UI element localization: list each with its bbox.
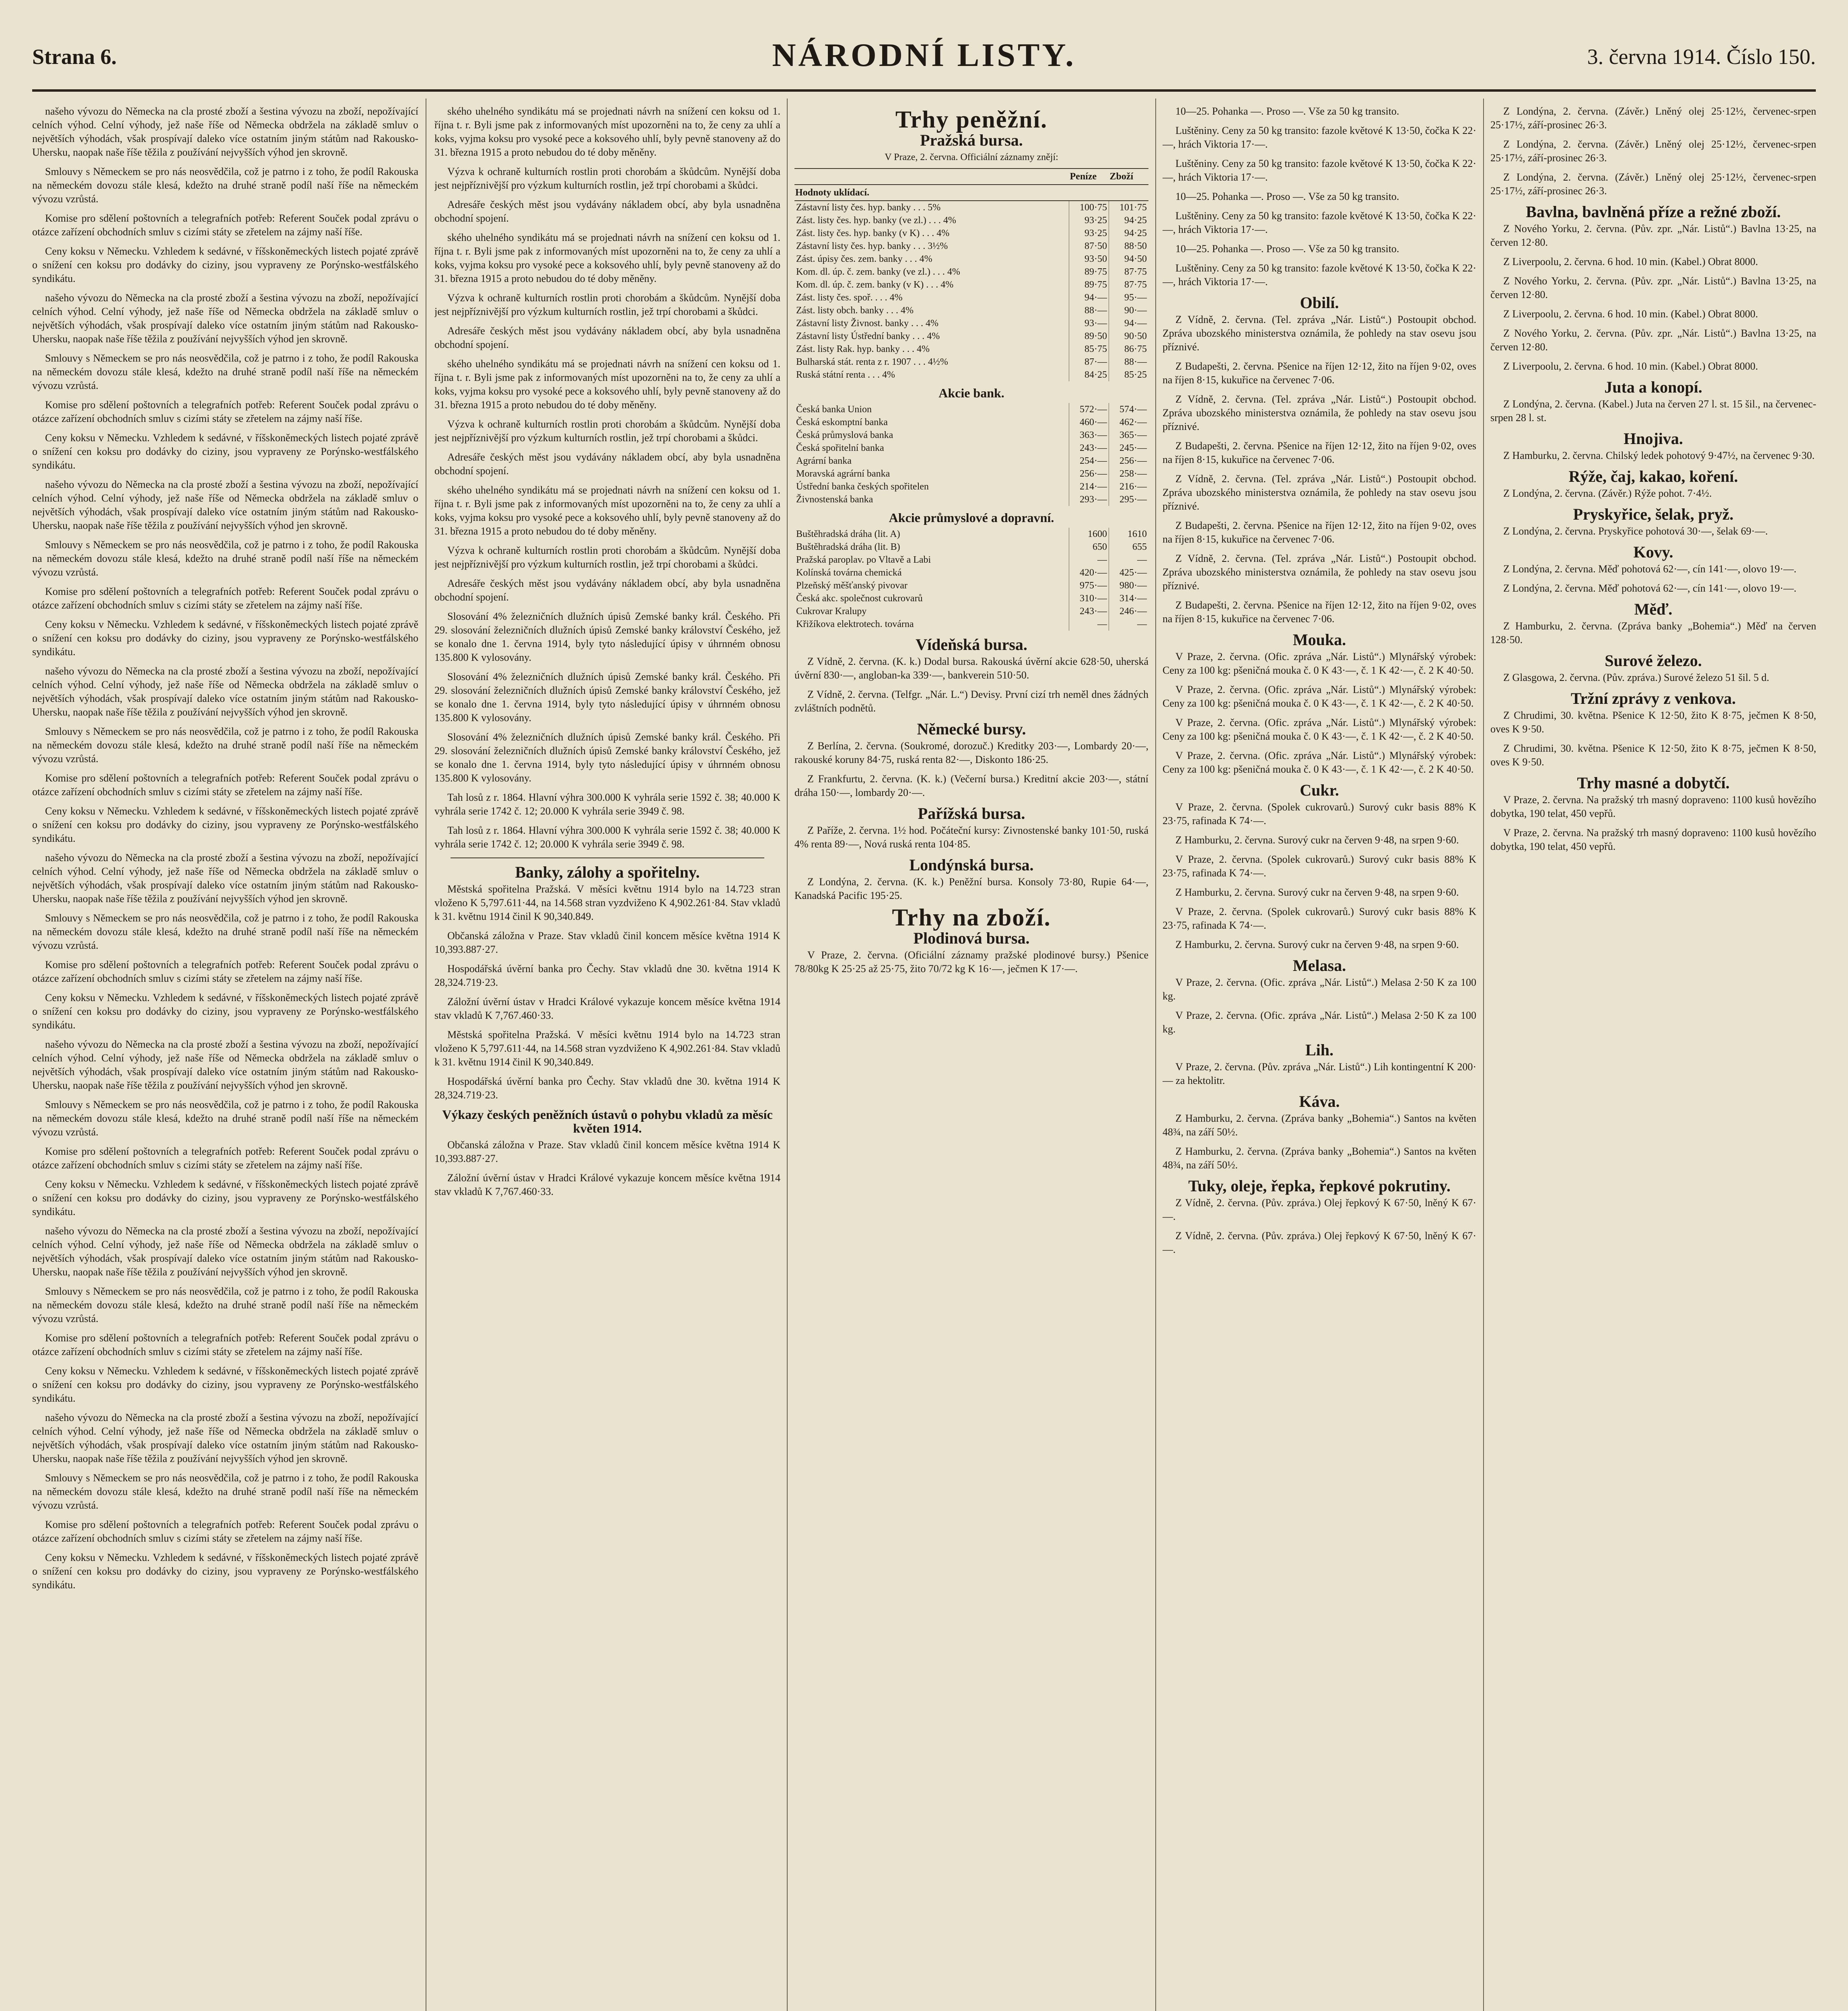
- commodity-heading: Lih.: [1305, 1041, 1334, 1059]
- commodity-heading: Bavlna, bavlněná příze a režné zboží.: [1526, 203, 1781, 221]
- market-report: Z Londýna, 2. června. Měď pohotová 62·—, cín 141·—, olovo 19·—.: [1503, 582, 1797, 594]
- market-report: Z Hamburku, 2. června. (Zpráva banky „Bohemia“.) Santos na květen 48¾, na září 50½.: [1163, 1145, 1476, 1171]
- market-report: Z Vídně, 2. června. (Tel. zpráva „Nár. Listů“.) Postoupit obchod. Zpráva ubozského ministerstva oznámila, že pohledy na stav osevu jsou příznivé.: [1163, 314, 1476, 353]
- article-paragraph: Komise pro sdělení poštovních a telegrafních potřeb: Referent Souček podal zprávu o otázce zařízení obchodních smluv s cizími státy se zřetelem na zájmy naší říše.: [32, 399, 418, 424]
- rate-row: [794, 493, 1148, 506]
- bank-report: Občanská záložna v Praze. Stav vkladů činil koncem měsíce května 1914 K 10,393.887·27.: [434, 930, 780, 955]
- security-name: Česká banka Union: [796, 404, 872, 415]
- market-report: Z Budapešti, 2. června. Pšenice na říjen 12·12, žito na říjen 9·02, oves na říjen 8·15, kukuřice na červenec 7·06.: [1163, 599, 1476, 625]
- ask-price: 258·—: [1109, 467, 1149, 480]
- bank-report: Občanská záložna v Praze. Stav vkladů činil koncem měsíce května 1914 K 10,393.887·27.: [434, 1139, 780, 1164]
- security-name: Buštěhradská dráha (lit. A): [796, 529, 900, 539]
- security-name: Kom. dl. úp. č. zem. banky (ve zl.) . . . 4%: [796, 267, 960, 277]
- market-report: Z Hamburku, 2. června. Surový cukr na červen 9·48, na srpen 9·60.: [1175, 834, 1459, 846]
- bid-price: 93·25: [1069, 227, 1109, 240]
- article-paragraph: našeho vývozu do Německa na cla prosté zboží a šestina vývozu na zboží, nepožívající celních výhod. Celní výhody, jež naše říše od Německa obdržela na základě smluv o největších výhodách, však prospívají daleko více ostatním jiným státům nad Rakousko-Uhersku, naopak naše říše těžila z používání nejvyšších výhod jen skrovně.: [32, 1412, 418, 1464]
- commodity-heading: Tržní zprávy z venkova.: [1570, 689, 1736, 707]
- masthead-rule: [32, 89, 1816, 92]
- section-heading-vykazy: Výkazy českých peněžních ústavů o pohybu vkladů za měsíc květen 1914.: [442, 1107, 773, 1135]
- ask-price: 94·50: [1109, 253, 1149, 265]
- commodity-heading: Pryskyřice, šelak, pryž.: [1573, 505, 1734, 523]
- security-name: Ústřední banka českých spořitelen: [796, 481, 929, 492]
- security-name: Moravská agrární banka: [796, 469, 890, 479]
- column-1: [32, 105, 418, 2011]
- bank-report: Městská spořitelna Pražská. V měsíci květnu 1914 bylo na 14.723 stran vloženo K 5,797.611·44, na 14.568 stran vyzdviženo K 4,902.261·84. Stav vkladů k 31. květnu 1914 činil K 90,340.849.: [434, 883, 780, 922]
- market-report: Z Budapešti, 2. června. Pšenice na říjen 12·12, žito na říjen 9·02, oves na říjen 8·15, kukuřice na červenec 7·06.: [1163, 440, 1476, 465]
- article-paragraph: Ceny koksu v Německu. Vzhledem k sedávné, v říšskoněmeckých listech pojaté zprávě o snížení cen koksu pro dodávky do ciziny, jsou vypraveny ze Porýnsko-westfálského syndikátu.: [32, 245, 418, 284]
- ask-price: 85·25: [1109, 368, 1149, 381]
- bank-report: Záložní úvěrní ústav v Hradci Králové vykazuje koncem měsíce května 1914 stav vkladů K 7,767.460·33.: [434, 996, 780, 1021]
- ask-price: 295·—: [1109, 493, 1149, 506]
- rate-row: [794, 592, 1148, 605]
- rate-row: [794, 227, 1148, 240]
- bursa-title: Pařížská bursa.: [918, 804, 1025, 822]
- article-paragraph: Ceny koksu v Německu. Vzhledem k sedávné, v říšskoněmeckých listech pojaté zprávě o snížení cen koksu pro dodávky do ciziny, jsou vypraveny ze Porýnsko-westfálského syndikátu.: [32, 805, 418, 844]
- column-rule: [1155, 99, 1156, 2011]
- column-3-financial-markets: [794, 105, 1148, 2011]
- security-name: Zást. listy Rak. hyp. banky . . . 4%: [796, 344, 930, 354]
- market-report: Z Berlína, 2. června. (Soukromé, dorozuč.) Kreditky 203·—, Lombardy 20·—, rakouské koruny 84·75, ruská renta 82·—, Diskonto 186·25.: [794, 740, 1148, 765]
- market-report: Z Chrudimi, 30. května. Pšenice K 12·50, žito K 8·75, ječmen K 8·50, oves K 9·50.: [1490, 742, 1816, 768]
- market-report: Z Nového Yorku, 2. června. (Pův. zpr. „Nár. Listů“.) Bavlna 13·25, na červen 12·80.: [1490, 223, 1816, 248]
- bid-price: 87·—: [1069, 356, 1109, 368]
- article-paragraph: Slosování 4% železničních dlužních úpisů Zemské banky král. Českého. Při 29. slosování železničních dlužních úpisů Zemské banky království Českého, jež se konalo dne 1. června 1914, byly tyto následující úpisy v úhrnném obnosu 135.800 K vylosovány.: [434, 671, 780, 724]
- bid-price: —: [1069, 618, 1109, 631]
- article-paragraph: Výzva k ochraně kulturních rostlin proti chorobám a škůdcům. Nynější doba jest nejpříznivější pro výzkum kulturních rostlin, jež trpí chorobami a škůdci.: [434, 166, 780, 191]
- article-paragraph: Komise pro sdělení poštovních a telegrafních potřeb: Referent Souček podal zprávu o otázce zařízení obchodních smluv s cizími státy se zřetelem na zájmy naší říše.: [32, 586, 418, 611]
- article-paragraph: ského uhelného syndikátu má se projednati návrh na snížení cen koksu od 1. října t. r. Byli jsme pak z informovaných míst upozorněni na to, že ceny za uhlí a koks, vyjma koksu pro vysoké pece a koksového uhlí, byly pevně stanoveny až do 31. března 1915 a proto nebudou do té doby měněny.: [434, 358, 780, 411]
- market-report: V Praze, 2. června. (Oficiální záznamy pražské plodinové bursy.) Pšenice 78/80kg K 25·25 až 25·75, žito 70/72 kg K 16·—, ječmen K 17·—.: [794, 949, 1148, 975]
- rate-row: [794, 368, 1148, 381]
- rate-row: [794, 201, 1148, 214]
- market-report: Luštěniny. Ceny za 50 kg transito: fazole květové K 13·50, čočka K 22·—, hrách Viktoria 17·—.: [1163, 210, 1476, 235]
- rates-table-hodnoty: [794, 168, 1148, 381]
- rate-row: [794, 278, 1148, 291]
- market-report: Z Frankfurtu, 2. června. (K. k.) (Večerní bursa.) Kreditní akcie 203·—, státní dráha 150·—, lombardy 20·—.: [794, 773, 1148, 798]
- security-name: Zást. úpisy čes. zem. banky . . . 4%: [796, 254, 932, 264]
- rate-row: [794, 253, 1148, 265]
- market-report: V Praze, 2. června. (Spolek cukrovarů.) Surový cukr basis 88% K 23·75, rafinada K 74·—.: [1163, 801, 1476, 827]
- bid-price: 975·—: [1069, 579, 1109, 592]
- security-name: Zástavní listy čes. hyp. banky . . . 3½%: [796, 241, 948, 251]
- section-title-trhy-penezni: Trhy peněžní.: [895, 106, 1048, 133]
- article-paragraph: Adresáře českých měst jsou vydávány nákladem obcí, aby byla usnadněna obchodní spojení.: [434, 199, 780, 224]
- commodity-heading: Obilí.: [1300, 294, 1339, 312]
- bid-price: 650: [1069, 541, 1109, 553]
- bid-price: 93·—: [1069, 317, 1109, 330]
- article-paragraph: Ceny koksu v Německu. Vzhledem k sedávné, v říšskoněmeckých listech pojaté zprávě o snížení cen koksu pro dodávky do ciziny, jsou vypraveny ze Porýnsko-westfálského syndikátu.: [32, 619, 418, 658]
- commodity-heading: Trhy masné a dobytčí.: [1577, 774, 1730, 792]
- bank-report: Hospodářská úvěrní banka pro Čechy. Stav vkladů dne 30. května 1914 K 28,324.719·23.: [434, 1075, 780, 1101]
- column-5-commodities: [1490, 105, 1816, 2011]
- ask-price: 245·—: [1109, 442, 1149, 454]
- commodity-heading: Juta a konopí.: [1604, 378, 1702, 396]
- security-name: Agrární banka: [796, 456, 852, 466]
- bursa-title: Německé bursy.: [917, 720, 1026, 738]
- bid-price: 93·25: [1069, 214, 1109, 227]
- market-report: Z Liverpoolu, 2. června. 6 hod. 10 min. (Kabel.) Obrat 8000.: [1503, 360, 1758, 372]
- market-report: Z Budapešti, 2. června. Pšenice na říjen 12·12, žito na říjen 9·02, oves na říjen 8·15, kukuřice na červenec 7·06.: [1163, 520, 1476, 545]
- table-header-blank: [794, 169, 1069, 185]
- bursa-title: Vídeňská bursa.: [916, 635, 1027, 654]
- ask-price: 90·—: [1109, 304, 1149, 317]
- article-paragraph: ského uhelného syndikátu má se projednati návrh na snížení cen koksu od 1. října t. r. Byli jsme pak z informovaných míst upozorněni na to, že ceny za uhlí a koks, vyjma koksu pro vysoké pece a koksového uhlí, byly pevně stanoveny až do 31. března 1915 a proto nebudou do té doby měněny.: [434, 232, 780, 284]
- market-report: V Praze, 2. června. (Ofic. zpráva „Nár. Listů“.) Mlynářský výrobek: Ceny za 100 kg: pšeničná mouka č. 0 K 43·—, č. 1 K 42·—, č. 2 K 40·50.: [1163, 651, 1476, 676]
- column-rule: [787, 99, 788, 2011]
- bid-price: 460·—: [1069, 416, 1109, 429]
- bid-price: 87·50: [1069, 240, 1109, 253]
- security-name: Zást. listy čes. hyp. banky (v K) . . . 4%: [796, 228, 950, 239]
- section-divider: [451, 857, 764, 858]
- bid-price: 214·—: [1069, 480, 1109, 493]
- rate-row: [794, 480, 1148, 493]
- bursa-title: Pražská bursa.: [920, 131, 1023, 149]
- market-report: Z Vídně, 2. června. (Telfgr. „Nár. L.“) Devisy. První cizí trh neměl dnes žádných zvláštních podnětů.: [794, 689, 1148, 714]
- security-name: Česká spořitelní banka: [796, 443, 884, 453]
- rate-row: [794, 566, 1148, 579]
- bid-price: 310·—: [1069, 592, 1109, 605]
- rate-row: [794, 429, 1148, 442]
- security-name: Cukrovar Kralupy: [796, 606, 867, 617]
- rate-row: [794, 553, 1148, 566]
- article-paragraph: Výzva k ochraně kulturních rostlin proti chorobám a škůdcům. Nynější doba jest nejpříznivější pro výzkum kulturních rostlin, jež trpí chorobami a škůdci.: [434, 545, 780, 570]
- issue-date-number: 3. června 1914. Číslo 150.: [1587, 45, 1816, 69]
- article-paragraph: Ceny koksu v Německu. Vzhledem k sedávné, v říšskoněmeckých listech pojaté zprávě o snížení cen koksu pro dodávky do ciziny, jsou vypraveny ze Porýnsko-westfálského syndikátu.: [32, 432, 418, 471]
- market-report: Z Hamburku, 2. června. Chilský ledek pohotový 9·47½, na červenec 9·30.: [1503, 450, 1815, 461]
- article-paragraph: našeho vývozu do Německa na cla prosté zboží a šestina vývozu na zboží, nepožívající celních výhod. Celní výhody, jež naše říše od Německa obdržela na základě smluv o největších výhodách, však prospívají daleko více ostatním jiným státům nad Rakousko-Uhersku, naopak naše říše těžila z používání nejvyšších výhod jen skrovně.: [32, 1038, 418, 1091]
- commodity-heading: Káva.: [1299, 1092, 1340, 1110]
- market-report: Luštěniny. Ceny za 50 kg transito: fazole květové K 13·50, čočka K 22·—, hrách Viktoria 17·—.: [1163, 125, 1476, 150]
- security-name: Živnostenská banka: [796, 494, 873, 505]
- ask-price: 655: [1109, 541, 1149, 553]
- rate-row: [794, 454, 1148, 467]
- market-report: Luštěniny. Ceny za 50 kg transito: fazole květové K 13·50, čočka K 22·—, hrách Viktoria 17·—.: [1163, 262, 1476, 288]
- article-paragraph: Smlouvy s Německem se pro nás neosvědčila, což je patrno i z toho, že podíl Rakouska na německém dovozu stále klesá, kdežto na druhé straně podíl naší říše na německém vývozu vzrůstá.: [32, 726, 418, 765]
- article-paragraph: našeho vývozu do Německa na cla prosté zboží a šestina vývozu na zboží, nepožívající celních výhod. Celní výhody, jež naše říše od Německa obdržela na základě smluv o největších výhodách, však prospívají daleko více ostatním jiným státům nad Rakousko-Uhersku, naopak naše říše těžila z používání nejvyšších výhod jen skrovně.: [32, 852, 418, 905]
- security-name: Zástavní listy Živnost. banky . . . 4%: [796, 318, 938, 329]
- bid-price: 89·50: [1069, 330, 1109, 343]
- article-paragraph: Smlouvy s Německem se pro nás neosvědčila, což je patrno i z toho, že podíl Rakouska na německém dovozu stále klesá, kdežto na druhé straně podíl naší říše na německém vývozu vzrůstá.: [32, 166, 418, 205]
- section-title-trhy-na-zbozi: Trhy na zboží.: [892, 904, 1051, 931]
- ask-price: —: [1109, 618, 1149, 631]
- security-name: Zást. listy čes. hyp. banky (ve zl.) . . . 4%: [796, 215, 956, 226]
- market-report: 10—25. Pohanka —. Proso —. Vše za 50 kg transito.: [1175, 191, 1399, 202]
- security-name: Pražská paroplav. po Vltavě a Labi: [796, 555, 931, 565]
- article-paragraph: Tah losů z r. 1864. Hlavní výhra 300.000 K vyhrála serie 1592 č. 38; 40.000 K vyhrála serie 1742 č. 12; 20.000 K vyhrála serie 3949 č. 98.: [434, 825, 780, 850]
- article-paragraph: ského uhelného syndikátu má se projednati návrh na snížení cen koksu od 1. října t. r. Byli jsme pak z informovaných míst upozorněni na to, že ceny za uhlí a koks, vyjma koksu pro vysoké pece a koksového uhlí, byly pevně stanoveny až do 31. března 1915 a proto nebudou do té doby měněny.: [434, 484, 780, 537]
- rate-row: [794, 605, 1148, 618]
- ask-price: 88·50: [1109, 240, 1149, 253]
- security-name: Česká eskomptní banka: [796, 417, 888, 428]
- commodity-heading: Melasa.: [1292, 956, 1346, 975]
- column-rule: [1483, 99, 1484, 2011]
- security-name: Křižíkova elektrotech. továrna: [796, 619, 914, 629]
- table-body: [794, 403, 1148, 506]
- ask-price: 462·—: [1109, 416, 1149, 429]
- article-paragraph: Tah losů z r. 1864. Hlavní výhra 300.000 K vyhrála serie 1592 č. 38; 40.000 K vyhrála serie 1742 č. 12; 20.000 K vyhrála serie 3949 č. 98.: [434, 792, 780, 817]
- article-paragraph: Slosování 4% železničních dlužních úpisů Zemské banky král. Českého. Při 29. slosování železničních dlužních úpisů Zemské banky království Českého, jež se konalo dne 1. června 1914, byly tyto následující úpisy v úhrnném obnosu 135.800 K vylosovány.: [434, 731, 780, 784]
- market-report: Z Londýna, 2. června. (K. k.) Peněžní bursa. Konsoly 73·80, Rupie 64·—, Kanadská Pacific 195·25.: [794, 876, 1148, 901]
- article-paragraph: Smlouvy s Německem se pro nás neosvědčila, což je patrno i z toho, že podíl Rakouska na německém dovozu stále klesá, kdežto na druhé straně podíl naší říše na německém vývozu vzrůstá.: [32, 1099, 418, 1138]
- ask-price: 314·—: [1109, 592, 1149, 605]
- article-paragraph: Smlouvy s Německem se pro nás neosvědčila, což je patrno i z toho, že podíl Rakouska na německém dovozu stále klesá, kdežto na druhé straně podíl naší říše na německém vývozu vzrůstá.: [32, 1285, 418, 1324]
- article-paragraph: Smlouvy s Německem se pro nás neosvědčila, což je patrno i z toho, že podíl Rakouska na německém dovozu stále klesá, kdežto na druhé straně podíl naší říše na německém vývozu vzrůstá.: [32, 352, 418, 391]
- bid-price: 100·75: [1069, 201, 1109, 214]
- ask-price: 256·—: [1109, 454, 1149, 467]
- market-report: V Praze, 2. června. Na pražský trh masný dopraveno: 1100 kusů hovězího dobytka, 190 telat, 450 vepřů.: [1490, 827, 1816, 852]
- market-report: V Praze, 2. června. (Ofic. zpráva „Nár. Listů“.) Mlynářský výrobek: Ceny za 100 kg: pšeničná mouka č. 0 K 43·—, č. 1 K 42·—, č. 2 K 40·50.: [1163, 684, 1476, 709]
- article-paragraph: Ceny koksu v Německu. Vzhledem k sedávné, v říšskoněmeckých listech pojaté zprávě o snížení cen koksu pro dodávky do ciziny, jsou vypraveny ze Porýnsko-westfálského syndikátu.: [32, 992, 418, 1031]
- bid-price: 88·—: [1069, 304, 1109, 317]
- security-name: Zást. listy obch. banky . . . 4%: [796, 305, 914, 316]
- table-body: [794, 201, 1148, 381]
- article-paragraph: Smlouvy s Německem se pro nás neosvědčila, což je patrno i z toho, že podíl Rakouska na německém dovozu stále klesá, kdežto na druhé straně podíl naší říše na německém vývozu vzrůstá.: [32, 539, 418, 578]
- bid-price: 293·—: [1069, 493, 1109, 506]
- market-report: Z Vídně, 2. června. (Pův. zpráva.) Olej řepkový K 67·50, lněný K 67·—.: [1163, 1197, 1476, 1222]
- security-name: Česká akc. společnost cukrovarů: [796, 593, 923, 604]
- commodity-heading: Surové železo.: [1605, 652, 1702, 670]
- table-section-title: Akcie průmyslové a dopravní.: [889, 510, 1054, 525]
- commodity-heading: Cukr.: [1300, 781, 1339, 799]
- ask-price: 1610: [1109, 528, 1149, 541]
- commodity-heading: Tuky, oleje, řepka, řepkové pokrutiny.: [1188, 1177, 1451, 1195]
- ask-price: —: [1109, 553, 1149, 566]
- rate-row: [794, 317, 1148, 330]
- ask-price: 87·75: [1109, 265, 1149, 278]
- market-report: Z Vídně, 2. června. (Pův. zpráva.) Olej řepkový K 67·50, lněný K 67·—.: [1163, 1230, 1476, 1255]
- bank-report: Hospodářská úvěrní banka pro Čechy. Stav vkladů dne 30. května 1914 K 28,324.719·23.: [434, 963, 780, 988]
- bursa-title: Plodinová bursa.: [913, 929, 1030, 947]
- article-paragraph: Komise pro sdělení poštovních a telegrafních potřeb: Referent Souček podal zprávu o otázce zařízení obchodních smluv s cizími státy se zřetelem na zájmy naší říše.: [32, 772, 418, 798]
- security-name: Zástavní listy Ústřední banky . . . 4%: [796, 331, 940, 341]
- article-paragraph: Výzva k ochraně kulturních rostlin proti chorobám a škůdcům. Nynější doba jest nejpříznivější pro výzkum kulturních rostlin, jež trpí chorobami a škůdci.: [434, 292, 780, 317]
- rate-row: [794, 403, 1148, 416]
- article-paragraph: Komise pro sdělení poštovních a telegrafních potřeb: Referent Souček podal zprávu o otázce zařízení obchodních smluv s cizími státy se zřetelem na zájmy naší říše.: [32, 212, 418, 238]
- bid-price: 243·—: [1069, 605, 1109, 618]
- section-heading-banky: Banky, zálohy a spořitelny.: [515, 863, 700, 881]
- bid-price: 94·—: [1069, 291, 1109, 304]
- market-report: 10—25. Pohanka —. Proso —. Vše za 50 kg transito.: [1175, 243, 1399, 255]
- market-report: V Praze, 2. června. (Ofic. zpráva „Nár. Listů“.) Melasa 2·50 K za 100 kg.: [1163, 1010, 1476, 1035]
- ask-price: 216·—: [1109, 480, 1149, 493]
- market-report: V Praze, 2. června. (Spolek cukrovarů.) Surový cukr basis 88% K 23·75, rafinada K 74·—.: [1163, 853, 1476, 879]
- article-paragraph: našeho vývozu do Německa na cla prosté zboží a šestina vývozu na zboží, nepožívající celních výhod. Celní výhody, jež naše říše od Německa obdržela na základě smluv o největších výhodách, však prospívají daleko více ostatním jiným státům nad Rakousko-Uhersku, naopak naše říše těžila z používání nejvyšších výhod jen skrovně.: [32, 105, 418, 158]
- table-section-title: Hodnoty uklídací.: [794, 185, 1148, 201]
- column-4-commodities: [1163, 105, 1476, 2011]
- masthead: [32, 36, 1816, 80]
- commodity-heading: Mouka.: [1292, 631, 1346, 649]
- ask-price: 246·—: [1109, 605, 1149, 618]
- article-paragraph: Komise pro sdělení poštovních a telegrafních potřeb: Referent Souček podal zprávu o otázce zařízení obchodních smluv s cizími státy se zřetelem na zájmy naší říše.: [32, 1145, 418, 1171]
- ask-price: 574·—: [1109, 403, 1149, 416]
- market-report: Z Liverpoolu, 2. června. 6 hod. 10 min. (Kabel.) Obrat 8000.: [1503, 308, 1758, 320]
- security-name: Kolínská továrna chemická: [796, 568, 902, 578]
- column-2: [434, 105, 780, 2011]
- market-report: V Praze, 2. června. (Ofic. zpráva „Nár. Listů“.) Mlynářský výrobek: Ceny za 100 kg: pšeničná mouka č. 0 K 43·—, č. 1 K 42·—, č. 2 K 40·50.: [1163, 750, 1476, 775]
- rate-row: [794, 265, 1148, 278]
- article-paragraph: Adresáře českých měst jsou vydávány nákladem obcí, aby byla usnadněna obchodní spojení.: [434, 578, 780, 603]
- market-report: V Praze, 2. června. (Spolek cukrovarů.) Surový cukr basis 88% K 23·75, rafinada K 74·—.: [1163, 906, 1476, 931]
- market-report: Z Hamburku, 2. června. (Zpráva banky „Bohemia“.) Měď na červen 128·50.: [1490, 620, 1816, 646]
- rates-table-akcie-bank: [794, 403, 1148, 506]
- bid-price: 93·50: [1069, 253, 1109, 265]
- rate-row: [794, 541, 1148, 553]
- bank-report: Záložní úvěrní ústav v Hradci Králové vykazuje koncem měsíce května 1914 stav vkladů K 7,767.460·33.: [434, 1172, 780, 1197]
- market-report: V Praze, 2. června. Na pražský trh masný dopraveno: 1100 kusů hovězího dobytka, 190 telat, 450 vepřů.: [1490, 794, 1816, 819]
- bid-price: 363·—: [1069, 429, 1109, 442]
- security-name: Buštěhradská dráha (lit. B): [796, 542, 900, 552]
- market-report: Z Paříže, 2. června. 1½ hod. Počáteční kursy: Zivnostenské banky 101·50, ruská 4% renta 89·—, Nová ruská renta 104·85.: [794, 825, 1148, 850]
- market-report: Z Nového Yorku, 2. června. (Pův. zpr. „Nár. Listů“.) Bavlna 13·25, na červen 12·80.: [1490, 327, 1816, 353]
- security-name: Česká průmyslová banka: [796, 430, 893, 440]
- bank-report: Městská spořitelna Pražská. V měsíci květnu 1914 bylo na 14.723 stran vloženo K 5,797.611·44, na 14.568 stran vyzdviženo K 4,902.261·84. Stav vkladů k 31. květnu 1914 činil K 90,340.849.: [434, 1029, 780, 1068]
- article-paragraph: našeho vývozu do Německa na cla prosté zboží a šestina vývozu na zboží, nepožívající celních výhod. Celní výhody, jež naše říše od Německa obdržela na základě smluv o největších výhodách, však prospívají daleko více ostatním jiným státům nad Rakousko-Uhersku, naopak naše říše těžila z používání nejvyšších výhod jen skrovně.: [32, 1225, 418, 1278]
- ask-price: 94·25: [1109, 227, 1149, 240]
- newspaper-title: NÁRODNÍ LISTY.: [772, 37, 1076, 73]
- market-report: Z Liverpoolu, 2. června. 6 hod. 10 min. (Kabel.) Obrat 8000.: [1503, 256, 1758, 267]
- market-report: Z Londýna, 2. června. (Závěr.) Lněný olej 25·12½, červenec-srpen 25·17½, září-prosinec 26·3.: [1490, 105, 1816, 131]
- market-report: Z Budapešti, 2. června. Pšenice na říjen 12·12, žito na říjen 9·02, oves na říjen 8·15, kukuřice na červenec 7·06.: [1163, 360, 1476, 386]
- rate-row: [794, 214, 1148, 227]
- table-header-bid: Peníze: [1069, 169, 1109, 185]
- rates-table-akcie-prum: [794, 528, 1148, 631]
- bid-price: 243·—: [1069, 442, 1109, 454]
- bid-price: 84·25: [1069, 368, 1109, 381]
- commodity-heading: Kovy.: [1633, 543, 1673, 561]
- rate-row: [794, 528, 1148, 541]
- article-paragraph: našeho vývozu do Německa na cla prosté zboží a šestina vývozu na zboží, nepožívající celních výhod. Celní výhody, jež naše říše od Německa obdržela na základě smluv o největších výhodách, však prospívají daleko více ostatním jiným státům nad Rakousko-Uhersku, naopak naše říše těžila z používání nejvyšších výhod jen skrovně.: [32, 665, 418, 718]
- rate-row: [794, 442, 1148, 454]
- security-name: Bulharská stát. renta z r. 1907 . . . 4½%: [796, 357, 948, 367]
- rate-row: [794, 304, 1148, 317]
- market-report: Z Vídně, 2. června. (Tel. zpráva „Nár. Listů“.) Postoupit obchod. Zpráva ubozského ministerstva oznámila, že pohledy na stav osevu jsou příznivé.: [1163, 393, 1476, 432]
- rate-row: [794, 618, 1148, 631]
- security-name: Ruská státní renta . . . 4%: [796, 370, 895, 380]
- market-report: Z Chrudimi, 30. května. Pšenice K 12·50, žito K 8·75, ječmen K 8·50, oves K 9·50.: [1490, 709, 1816, 735]
- market-report: Z Hamburku, 2. června. (Zpráva banky „Bohemia“.) Santos na květen 48¾, na září 50½.: [1163, 1112, 1476, 1138]
- article-paragraph: Smlouvy s Německem se pro nás neosvědčila, což je patrno i z toho, že podíl Rakouska na německém dovozu stále klesá, kdežto na druhé straně podíl naší říše na německém vývozu vzrůstá.: [32, 1472, 418, 1511]
- market-report: Z Londýna, 2. června. Pryskyřice pohotová 30·—, šelak 69·—.: [1503, 525, 1768, 537]
- market-report: V Praze, 2. června. (Ofic. zpráva „Nár. Listů“.) Melasa 2·50 K za 100 kg.: [1163, 977, 1476, 1002]
- article-paragraph: Slosování 4% železničních dlužních úpisů Zemské banky král. Českého. Při 29. slosování železničních dlužních úpisů Zemské banky království Českého, jež se konalo dne 1. června 1914, byly tyto následující úpisy v úhrnném obnosu 135.800 K vylosovány.: [434, 611, 780, 663]
- security-name: Zástavní listy čes. hyp. banky . . . 5%: [796, 202, 941, 213]
- market-report: Z Londýna, 2. června. (Závěr.) Lněný olej 25·12½, červenec-srpen 25·17½, září-prosinec 26·3.: [1490, 138, 1816, 164]
- bid-price: 572·—: [1069, 403, 1109, 416]
- bursa-title: Londýnská bursa.: [909, 856, 1034, 874]
- article-paragraph: našeho vývozu do Německa na cla prosté zboží a šestina vývozu na zboží, nepožívající celních výhod. Celní výhody, jež naše říše od Německa obdržela na základě smluv o největších výhodách, však prospívají daleko více ostatním jiným státům nad Rakousko-Uhersku, naopak naše říše těžila z používání nejvyšších výhod jen skrovně.: [32, 292, 418, 345]
- article-paragraph: ského uhelného syndikátu má se projednati návrh na snížení cen koksu od 1. října t. r. Byli jsme pak z informovaných míst upozorněni na to, že ceny za uhlí a koks, vyjma koksu pro vysoké pece a koksového uhlí, byly pevně stanoveny až do 31. března 1915 a proto nebudou do té doby měněny.: [434, 105, 780, 158]
- market-report: Z Hamburku, 2. června. Surový cukr na červen 9·48, na srpen 9·60.: [1175, 939, 1459, 950]
- ask-price: 425·—: [1109, 566, 1149, 579]
- bid-price: 254·—: [1069, 454, 1109, 467]
- security-name: Zást. listy čes. spoř. . . . 4%: [796, 292, 903, 303]
- market-report: Z Vídně, 2. června. (K. k.) Dodal bursa. Rakouská úvěrní akcie 628·50, uherská úvěrní 830·—, angloban-ka 339·—, bankverein 510·50.: [794, 656, 1148, 681]
- market-report: Z Londýna, 2. června. (Kabel.) Juta na červen 27 l. st. 15 šil., na červenec-srpen 28 l. st.: [1490, 398, 1816, 424]
- ask-price: 86·75: [1109, 343, 1149, 356]
- market-report: V Praze, 2. června. (Ofic. zpráva „Nár. Listů“.) Mlynářský výrobek: Ceny za 100 kg: pšeničná mouka č. 0 K 43·—, č. 1 K 42·—, č. 2 K 40·50.: [1163, 717, 1476, 742]
- ask-price: 87·75: [1109, 278, 1149, 291]
- rate-row: [794, 330, 1148, 343]
- ask-price: 101·75: [1109, 201, 1149, 214]
- ask-price: 88·—: [1109, 356, 1149, 368]
- ask-price: 365·—: [1109, 429, 1149, 442]
- article-paragraph: Adresáře českých měst jsou vydávány nákladem obcí, aby byla usnadněna obchodní spojení.: [434, 325, 780, 350]
- article-paragraph: Adresáře českých měst jsou vydávány nákladem obcí, aby byla usnadněna obchodní spojení.: [434, 451, 780, 477]
- bid-price: 89·75: [1069, 278, 1109, 291]
- article-paragraph: našeho vývozu do Německa na cla prosté zboží a šestina vývozu na zboží, nepožívající celních výhod. Celní výhody, jež naše říše od Německa obdržela na základě smluv o největších výhodách, však prospívají daleko více ostatním jiným státům nad Rakousko-Uhersku, naopak naše říše těžila z používání nejvyšších výhod jen skrovně.: [32, 479, 418, 531]
- market-report: Z Vídně, 2. června. (Tel. zpráva „Nár. Listů“.) Postoupit obchod. Zpráva ubozského ministerstva oznámila, že pohledy na stav osevu jsou příznivé.: [1163, 473, 1476, 512]
- market-report: V Praze, 2. června. (Pův. zpráva „Nár. Listů“.) Lih kontingentní K 200·— za hektolitr.: [1163, 1061, 1476, 1086]
- ask-price: 95·—: [1109, 291, 1149, 304]
- article-paragraph: Smlouvy s Německem se pro nás neosvědčila, což je patrno i z toho, že podíl Rakouska na německém dovozu stále klesá, kdežto na druhé straně podíl naší říše na německém vývozu vzrůstá.: [32, 912, 418, 951]
- commodity-heading: Rýže, čaj, kakao, koření.: [1568, 467, 1738, 485]
- article-paragraph: Ceny koksu v Německu. Vzhledem k sedávné, v říšskoněmeckých listech pojaté zprávě o snížení cen koksu pro dodávky do ciziny, jsou vypraveny ze Porýnsko-westfálského syndikátu.: [32, 1552, 418, 1591]
- page-label: Strana 6.: [32, 45, 117, 69]
- rate-row: [794, 343, 1148, 356]
- bid-price: 256·—: [1069, 467, 1109, 480]
- bursa-note: V Praze, 2. června. Officiální záznamy znějí:: [885, 152, 1058, 162]
- market-report: 10—25. Pohanka —. Proso —. Vše za 50 kg transito.: [1175, 105, 1399, 117]
- ask-price: 980·—: [1109, 579, 1149, 592]
- market-report: Z Glasgowa, 2. června. (Pův. zpráva.) Surové železo 51 šil. 5 d.: [1503, 672, 1770, 683]
- market-report: Z Londýna, 2. června. (Závěr.) Lněný olej 25·12½, červenec-srpen 25·17½, září-prosinec 26·3.: [1490, 171, 1816, 197]
- ask-price: 94·25: [1109, 214, 1149, 227]
- rate-row: [794, 467, 1148, 480]
- ask-price: 90·50: [1109, 330, 1149, 343]
- commodity-heading: Měď.: [1634, 600, 1673, 618]
- article-paragraph: Ceny koksu v Německu. Vzhledem k sedávné, v říšskoněmeckých listech pojaté zprávě o snížení cen koksu pro dodávky do ciziny, jsou vypraveny ze Porýnsko-westfálského syndikátu.: [32, 1365, 418, 1404]
- rate-row: [794, 416, 1148, 429]
- article-paragraph: Výzva k ochraně kulturních rostlin proti chorobám a škůdcům. Nynější doba jest nejpříznivější pro výzkum kulturních rostlin, jež trpí chorobami a škůdci.: [434, 418, 780, 444]
- commodity-heading: Hnojiva.: [1624, 430, 1683, 448]
- market-report: Z Nového Yorku, 2. června. (Pův. zpr. „Nár. Listů“.) Bavlna 13·25, na červen 12·80.: [1490, 275, 1816, 300]
- article-paragraph: Komise pro sdělení poštovních a telegrafních potřeb: Referent Souček podal zprávu o otázce zařízení obchodních smluv s cizími státy se zřetelem na zájmy naší říše.: [32, 1519, 418, 1544]
- market-report: Z Londýna, 2. června. Měď pohotová 62·—, cín 141·—, olovo 19·—.: [1503, 563, 1797, 575]
- market-report: Z Hamburku, 2. června. Surový cukr na červen 9·48, na srpen 9·60.: [1175, 886, 1459, 898]
- security-name: Plzeňský měšťanský pivovar: [796, 580, 908, 591]
- table-header-ask: Zboží: [1109, 169, 1149, 185]
- rate-row: [794, 356, 1148, 368]
- market-report: Luštěniny. Ceny za 50 kg transito: fazole květové K 13·50, čočka K 22·—, hrách Viktoria 17·—.: [1163, 158, 1476, 183]
- market-report: Z Vídně, 2. června. (Tel. zpráva „Nár. Listů“.) Postoupit obchod. Zpráva ubozského ministerstva oznámila, že pohledy na stav osevu jsou příznivé.: [1163, 553, 1476, 592]
- bid-price: —: [1069, 553, 1109, 566]
- bid-price: 85·75: [1069, 343, 1109, 356]
- bid-price: 420·—: [1069, 566, 1109, 579]
- article-paragraph: Komise pro sdělení poštovních a telegrafních potřeb: Referent Souček podal zprávu o otázce zařízení obchodních smluv s cizími státy se zřetelem na zájmy naší říše.: [32, 959, 418, 984]
- table-body: [794, 528, 1148, 631]
- rate-row: [794, 579, 1148, 592]
- bid-price: 89·75: [1069, 265, 1109, 278]
- market-report: Z Londýna, 2. června. (Závěr.) Rýže pohot. 7·4½.: [1503, 487, 1712, 499]
- rate-row: [794, 291, 1148, 304]
- security-name: Kom. dl. úp. č. zem. banky (v K) . . . 4%: [796, 280, 954, 290]
- ask-price: 94·—: [1109, 317, 1149, 330]
- bid-price: 1600: [1069, 528, 1109, 541]
- article-paragraph: Ceny koksu v Německu. Vzhledem k sedávné, v říšskoněmeckých listech pojaté zprávě o snížení cen koksu pro dodávky do ciziny, jsou vypraveny ze Porýnsko-westfálského syndikátu.: [32, 1178, 418, 1217]
- rate-row: [794, 240, 1148, 253]
- table-section-title: Akcie bank.: [938, 386, 1004, 400]
- article-paragraph: Komise pro sdělení poštovních a telegrafních potřeb: Referent Souček podal zprávu o otázce zařízení obchodních smluv s cizími státy se zřetelem na zájmy naší říše.: [32, 1332, 418, 1357]
